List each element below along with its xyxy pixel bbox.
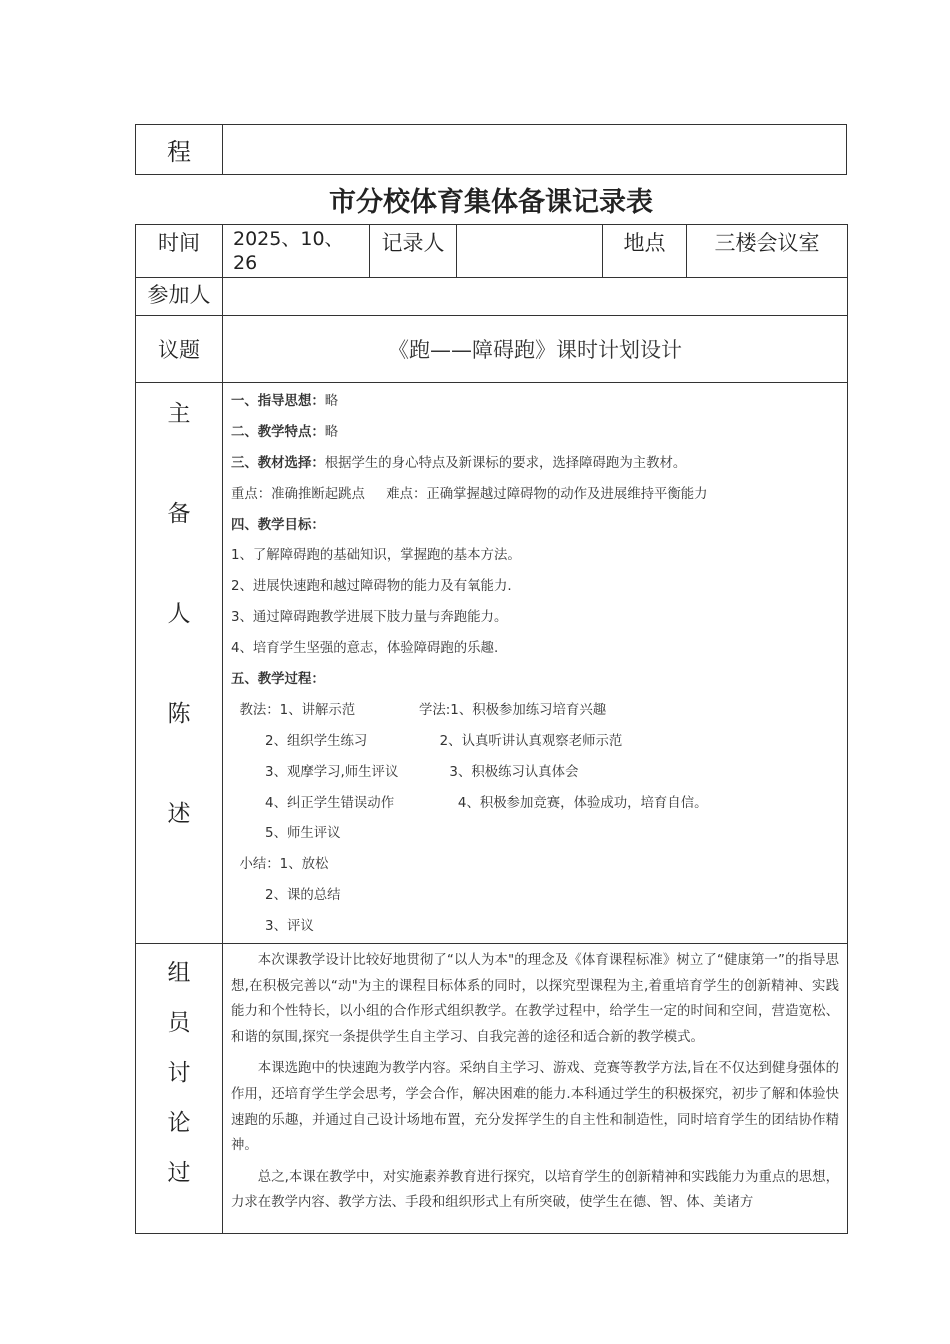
label-char: 员	[167, 1010, 191, 1037]
content-line: 1、了解障碍跑的基础知识，掌握跑的基本方法。	[231, 548, 521, 564]
label-char: 过	[167, 1160, 191, 1187]
content-line: 二、教学特点：略	[231, 424, 339, 440]
recorder-label: 记录人	[370, 225, 457, 278]
topic-value: 《跑——障碍跑》课时计划设计	[223, 316, 848, 383]
content-line: 三、教材选择：根据学生的身心特点及新课标的要求，选择障碍跑为主教材。	[231, 455, 687, 471]
label-char: 述	[167, 801, 191, 827]
content-line: 4、培育学生坚强的意志，体验障碍跑的乐趣.	[231, 641, 499, 657]
content-line: 5、师生评议	[231, 826, 341, 842]
content-line: 一、指导思想：略	[231, 394, 339, 409]
content-line: 2、组织学生练习 2、认真听讲认真观察老师示范	[231, 733, 623, 749]
content-line: 重点：准确推断起跳点 难点：正确掌握越过障碍物的动作及进展维持平衡能力	[231, 486, 708, 502]
content-line: 3、评议	[231, 919, 314, 935]
topic-label: 议题	[136, 316, 223, 383]
main-speaker-label	[136, 383, 223, 944]
top-row-label: 程	[136, 125, 223, 174]
content-line: 教法：1、讲解示范 学法:1、积极参加练习培育兴趣	[231, 702, 607, 718]
discussion-paragraph: 本课选跑中的快速跑为教学内容。采纳自主学习、游戏、竞赛等教学方法,旨在不仅达到健身强体的作用，还培育学生学会思考，学会合作，解决困难的能力.本科通过学生的积极探究，初步了解和体验快速跑的乐趣，并通过自己设计场地布置，充分发挥学生的自主性和制造性，同时培育学生的团结协作精神。	[231, 1061, 839, 1154]
label-char: 陈	[167, 701, 191, 727]
content-line: 小结：1、放松	[231, 857, 329, 873]
content-line: 五、教学过程：	[231, 672, 325, 688]
discussion-label	[136, 944, 223, 1234]
main-speaker-content	[223, 383, 848, 944]
content-line: 2、课的总结	[231, 888, 341, 904]
content-line: 2、进展快速跑和越过障碍物的能力及有氧能力.	[231, 579, 512, 595]
date-value: 2025、10、26	[223, 225, 370, 278]
participants-value	[223, 278, 848, 316]
content-line: 3、观摩学习,师生评议 3、积极练习认真体会	[231, 764, 579, 780]
discussion-paragraph: 总之,本课在教学中，对实施素养教育进行探究，以培育学生的创新精神和实践能力为重点的思想，力求在教学内容、教学方法、手段和组织形式上有所突破，使学生在德、智、体、美诸方	[231, 1169, 839, 1211]
recorder-value	[457, 225, 603, 278]
label-char: 组	[167, 960, 191, 987]
label-char: 主	[167, 401, 191, 427]
content-line: 4、纠正学生错误动作 4、积极参加竞赛，体验成功，培育自信。	[231, 795, 708, 811]
discussion-content	[223, 944, 848, 1234]
label-char: 备	[167, 501, 191, 527]
label-char: 讨	[167, 1060, 191, 1087]
label-char: 人	[167, 601, 191, 627]
record-table	[135, 224, 848, 1234]
content-line: 3、通过障碍跑教学进展下肢力量与奔跑能力。	[231, 610, 508, 626]
top-continuation-row	[135, 124, 847, 175]
time-label: 时间	[136, 225, 223, 278]
label-char: 论	[167, 1110, 191, 1137]
top-row-value	[223, 125, 846, 174]
content-line: 四、教学目标：	[231, 517, 325, 533]
participants-label: 参加人	[136, 278, 223, 316]
discussion-paragraph: 本次课教学设计比较好地贯彻了“以人为本"的理念及《体育课程标准》树立了“健康第一”的指导思想,在积极完善以“动"为主的课程目标体系的同时，以探究型课程为主,着重培育学生的创新精神、实践能力和个性特长，以小组的合作形式组织教学。在教学过程中，给学生一定的时间和空间，营造宽松、和谐的氛围,探究一条提供学生自主学习、自我完善的途径和适合新的教学模式。	[231, 953, 839, 1045]
place-value: 三楼会议室	[687, 225, 848, 278]
place-label: 地点	[603, 225, 687, 278]
document-title: 市分校体育集体备课记录表	[329, 187, 653, 218]
